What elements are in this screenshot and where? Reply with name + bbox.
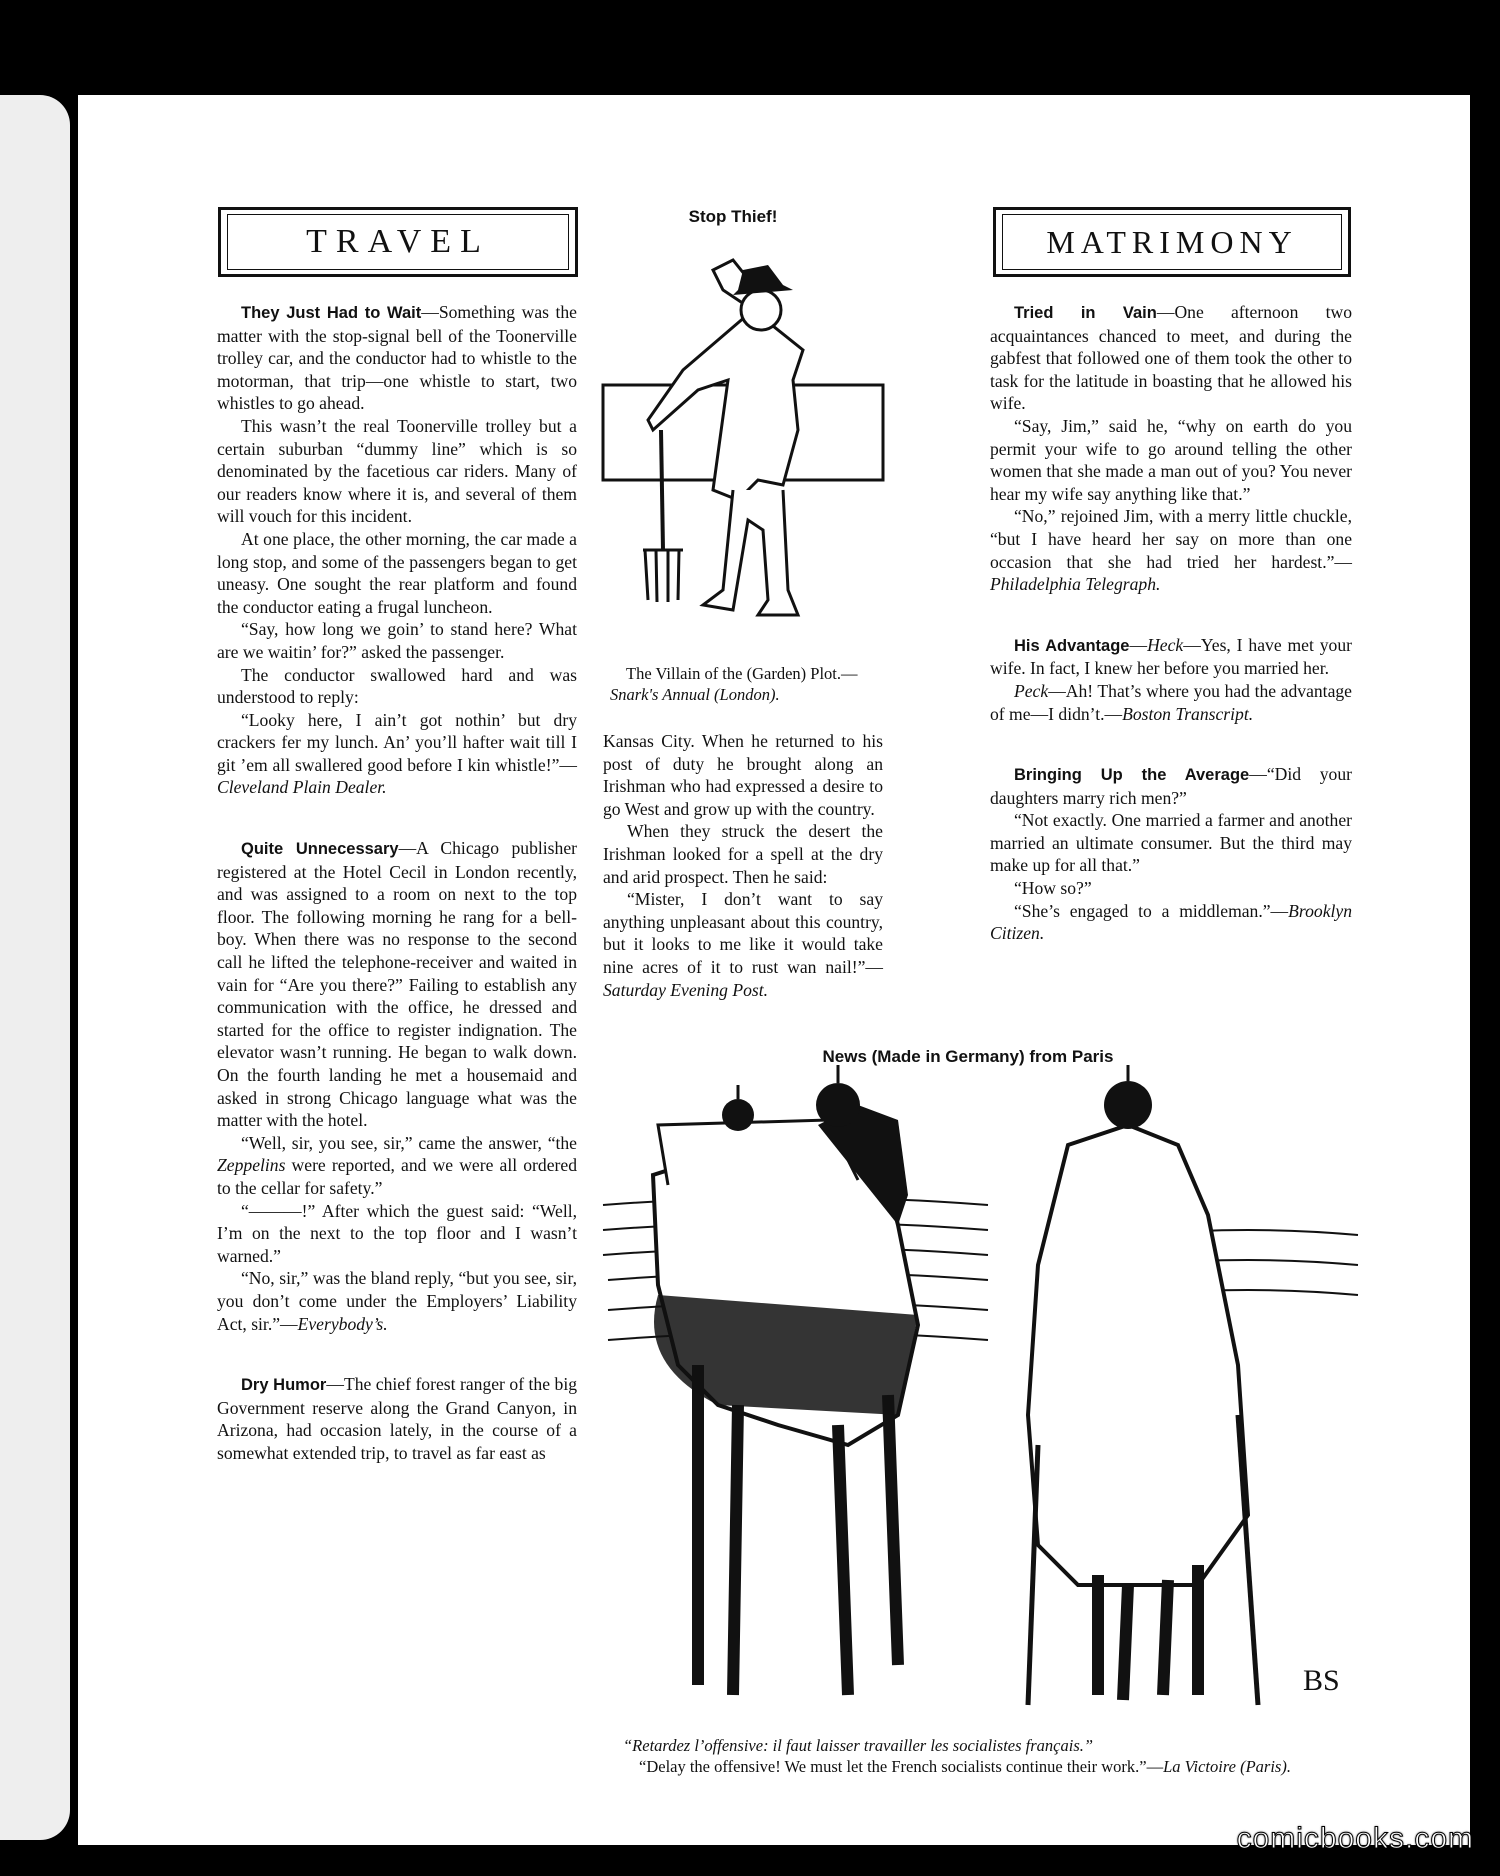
article-paragraph: “Not exactly. One married a farmer and another married an ultimate consumer. But the third may make up for all that.” [990,810,1352,876]
article-paragraph: “Say, Jim,” said he, “why on earth do you permit your wife to go around telling the other women that she made a man out of you? You never hear my wife say anything like that.” [990,415,1352,504]
article-heading: His Advantage [1014,636,1130,655]
travel-title: TRAVEL [306,223,490,260]
article-heading: Bringing Up the Average [1014,766,1250,785]
article-paragraph: “Say, how long we goin’ to stand here? What are we waitin’ for?” asked the passenger. [217,619,577,662]
matrimony-title: MATRIMONY [1046,223,1298,260]
matrimony-column [990,301,1352,945]
cartoon-title: Stop Thief! [688,207,778,226]
article-heading: They Just Had to Wait [241,304,422,322]
cartoon-soldiers-illustration [598,1065,1368,1725]
magazine-page [78,95,1470,1845]
article-heading: Tried in Vain [1014,304,1157,322]
article-paragraph: At one place, the other morning, the car made a long stop, and some of the passengers began to get uneasy. One sought the rear platform and found the conductor eating a frugal luncheon. [217,528,577,617]
cartoon-caption-english: “Delay the offensive! We must let the French socialists continue their work.”—La Victoire (Paris). [639,1757,1291,1776]
article-paragraph: Bringing Up the Average—“Did your daughters marry rich men?” [990,764,1352,808]
source-credit: Philadelphia Telegraph. [990,574,1161,595]
article-paragraph: Kansas City. When he returned to his post of duty he brought along an Irishman who had expressed a desire to go West and grow up with the country. [603,731,883,819]
article-paragraph: The conductor swallowed hard and was understood to reply: [217,664,577,708]
article-heading: Dry Humor [241,1376,327,1395]
article-heading: Quite Unnecessary [241,840,399,859]
article-paragraph: Quite Unnecessary—A Chicago publisher registered at the Hotel Cecil in London recently, and was assigned to a room on next to the top floor. The following morning he rang for a bell-boy. When there was no response to the second call he lifted the telephone-receiver and waited in vain for “Are you there?” Failing to establish any communication with the office, he dressed and started for the office to register indignation. The elevator wasn’t running. He began to walk down. On the fourth landing he met a housemaid and asked in strong Chicago language what was the matter with the hotel. [217,838,577,1131]
article-paragraph: His Advantage—Heck—Yes, I have met your wife. In fact, I knew her before you married her. [990,634,1352,679]
article-paragraph: Peck—Ah! That’s where you had the advantage of me—I didn’t.—Boston Transcript. [990,680,1352,724]
article-paragraph: “How so?” [1014,878,1092,899]
matrimony-banner [993,207,1351,277]
artist-signature: BS [1303,1664,1340,1697]
source-credit: Everybody’s. [297,1313,388,1334]
article-paragraph: “Well, sir, you see, sir,” came the answer, “the Zeppelins were reported, and we were all ordered to the cellar for safety.” [217,1132,577,1198]
site-watermark: comicbooks.com [1236,1822,1474,1855]
article-paragraph: “Looky here, I ain’t got nothin’ but dry crackers fer my lunch. An’ you’ll hafter wait till I git ’em all swallered good before I kin whistle!”—Cleveland Plain Dealer. [217,709,577,798]
article-paragraph: They Just Had to Wait—Something was the matter with the stop-signal bell of the Toonerville trolley car, and the conductor had to whistle to the motorman, that trip—one whistle to start, two whistles to go ahead. [217,302,577,414]
article-paragraph: “She’s engaged to a middleman.”—Brooklyn Citizen. [990,900,1352,944]
middle-column [603,730,883,1001]
article-paragraph: “No,” rejoined Jim, with a merry little chuckle, “but I have heard her say on more than one occasion that she had tried her hardest.”—Philadelphia Telegraph. [990,506,1352,595]
cartoon-title: News (Made in Germany) from Paris [822,1047,1114,1066]
left-page-edge [0,95,70,1840]
cartoon-scarecrow-illustration [593,230,893,640]
cartoon-caption: The Villain of the (Garden) Plot.—Snark's Annual (London). [610,664,858,704]
article-paragraph: This wasn’t the real Toonerville trolley but a certain suburban “dummy line” which is so denominated by the facetious car riders. Many of our readers know where it is, and several of them will vouch for this incident. [217,415,577,527]
source-credit: Cleveland Plain Dealer. [217,777,387,798]
travel-column [217,301,577,1465]
article-paragraph: Tried in Vain—One afternoon two acquaintances chanced to meet, and during the gabfest that followed one of them took the other to task for the latitude in boasting that he allowed his wife. [990,302,1352,414]
article-paragraph: When they struck the desert the Irishman looked for a spell at the dry and arid prospect. Then he said: [603,821,883,887]
travel-banner [218,207,578,277]
article-paragraph: “Mister, I don’t want to say anything unpleasant about this country, but it looks to me like it would take nine acres of it to rust wan nail!”—Saturday Evening Post. [603,889,883,1000]
source-credit: Saturday Evening Post. [603,979,768,1000]
source-credit: Boston Transcript. [1122,703,1254,724]
cartoon-caption-french: “Retardez l’offensive: il faut laisser travailler les socialistes français.” [623,1736,1094,1755]
article-paragraph: “———!” After which the guest said: “Well, I’m on the next to the top floor and I wasn’t warned.” [217,1200,577,1266]
source-credit: Brooklyn Citizen. [990,900,1352,944]
article-paragraph: “No, sir,” was the bland reply, “but you see, sir, you don’t come under the Employers’ Liability Act, sir.”—Everybody’s. [217,1268,577,1334]
article-paragraph: Dry Humor—The chief forest ranger of the big Government reserve along the Grand Canyon, in Arizona, had occasion lately, in the course of a somewhat extended trip, to travel as far east as [217,1374,577,1463]
